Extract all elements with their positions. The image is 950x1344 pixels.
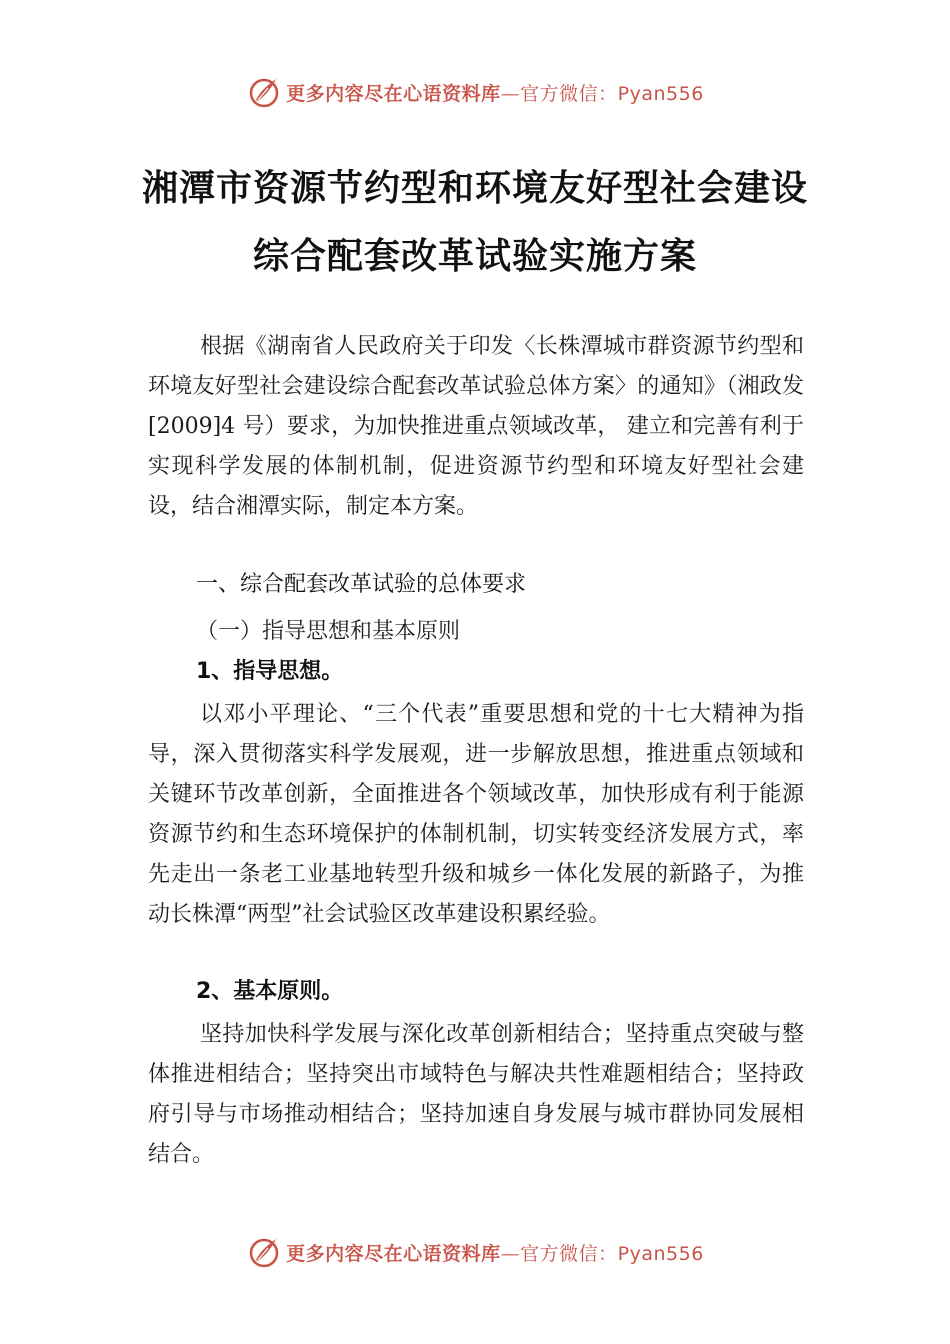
item2-heading: 2、基本原则。 xyxy=(196,979,344,1004)
banner-main-text: 更多内容尽在心语资料库 xyxy=(286,82,501,105)
document-title-line1: 湘潭市资源节约型和环境友好型社会建设 xyxy=(141,167,808,209)
item2-paragraph: 坚持加快科学发展与深化改革创新相结合；坚持重点突破与整体推进相结合；坚持突出市域特色与解决共性难题相结合；坚持政府引导与市场推动相结合；坚持加速自身发展与城市群协同发展相结合。 xyxy=(148,1022,804,1167)
quill-logo-icon xyxy=(246,74,282,110)
intro-paragraph: 根据《湖南省人民政府关于印发〈长株潭城市群资源节约型和环境友好型社会建设综合配套改革试验总体方案〉的通知》（湘政发[2009]4 号）要求，为加快推进重点领域改革， 建立和完善有利于实现科学发展的体制机制，促进资源节约型和环境友好型社会建设，结合湘潭实际，制定本方案。 xyxy=(148,334,804,519)
section1-heading: 一、综合配套改革试验的总体要求 xyxy=(196,572,527,597)
banner-wechat-text: 官方微信：Pyan556 xyxy=(520,82,704,105)
banner-text xyxy=(286,79,704,106)
banner-separator: — xyxy=(500,1242,521,1265)
item1-paragraph: 以邓小平理论、“三个代表”重要思想和党的十七大精神为指导，深入贯彻落实科学发展观，进一步解放思想，推进重点领域和关键环节改革创新，全面推进各个领域改革，加快形成有利于能源资源节约和生态环境保护的体制机制，切实转变经济发展方式，率先走出一条老工业基地转型升级和城乡一体化发展的新路子，为推动长株潭“两型”社会试验区改革建设积累经验。 xyxy=(148,702,804,927)
item1-paragraph-block xyxy=(148,695,804,935)
banner-text xyxy=(286,1239,704,1266)
footer-banner xyxy=(0,1232,950,1272)
item2-paragraph-block xyxy=(148,1015,804,1175)
header-banner xyxy=(0,72,950,112)
intro-paragraph-block xyxy=(148,327,804,527)
banner-main-text: 更多内容尽在心语资料库 xyxy=(286,1242,501,1265)
banner-wechat-text: 官方微信：Pyan556 xyxy=(520,1242,704,1265)
item1-heading: 1、指导思想。 xyxy=(196,659,344,684)
quill-logo-icon xyxy=(246,1234,282,1270)
document-title-line2: 综合配套改革试验实施方案 xyxy=(252,235,697,277)
banner-separator: — xyxy=(500,82,521,105)
subsection1-heading: （一）指导思想和基本原则 xyxy=(196,619,461,644)
